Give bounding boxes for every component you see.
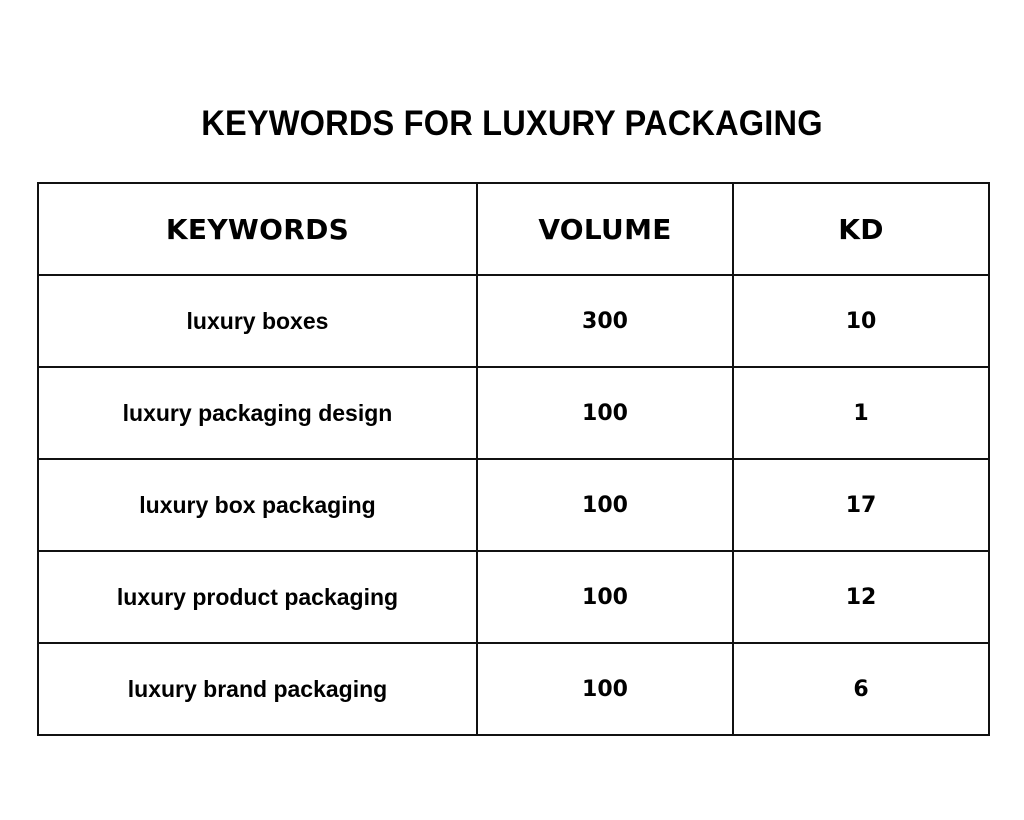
table-row: [38, 275, 989, 367]
keyword-cell: luxury packaging design: [38, 367, 477, 459]
keyword-cell: luxury box packaging: [38, 459, 477, 551]
keyword-cell: luxury brand packaging: [38, 643, 477, 735]
column-header-volume: VOLUME: [477, 183, 733, 275]
volume-cell: 300: [477, 275, 733, 367]
column-header-kd: KD: [733, 183, 989, 275]
table-row: [38, 367, 989, 459]
keyword-cell: luxury product packaging: [38, 551, 477, 643]
column-header-keywords: KEYWORDS: [38, 183, 477, 275]
kd-cell: 6: [733, 643, 989, 735]
keywords-table: [37, 182, 990, 736]
volume-cell: 100: [477, 367, 733, 459]
volume-cell: 100: [477, 459, 733, 551]
page-title: KEYWORDS FOR LUXURY PACKAGING: [201, 104, 823, 143]
table-row: [38, 459, 989, 551]
keyword-cell: luxury boxes: [38, 275, 477, 367]
kd-cell: 1: [733, 367, 989, 459]
kd-cell: 10: [733, 275, 989, 367]
table-row: [38, 643, 989, 735]
volume-cell: 100: [477, 551, 733, 643]
kd-cell: 17: [733, 459, 989, 551]
table-header-row: [38, 183, 989, 275]
volume-cell: 100: [477, 643, 733, 735]
table-row: [38, 551, 989, 643]
kd-cell: 12: [733, 551, 989, 643]
